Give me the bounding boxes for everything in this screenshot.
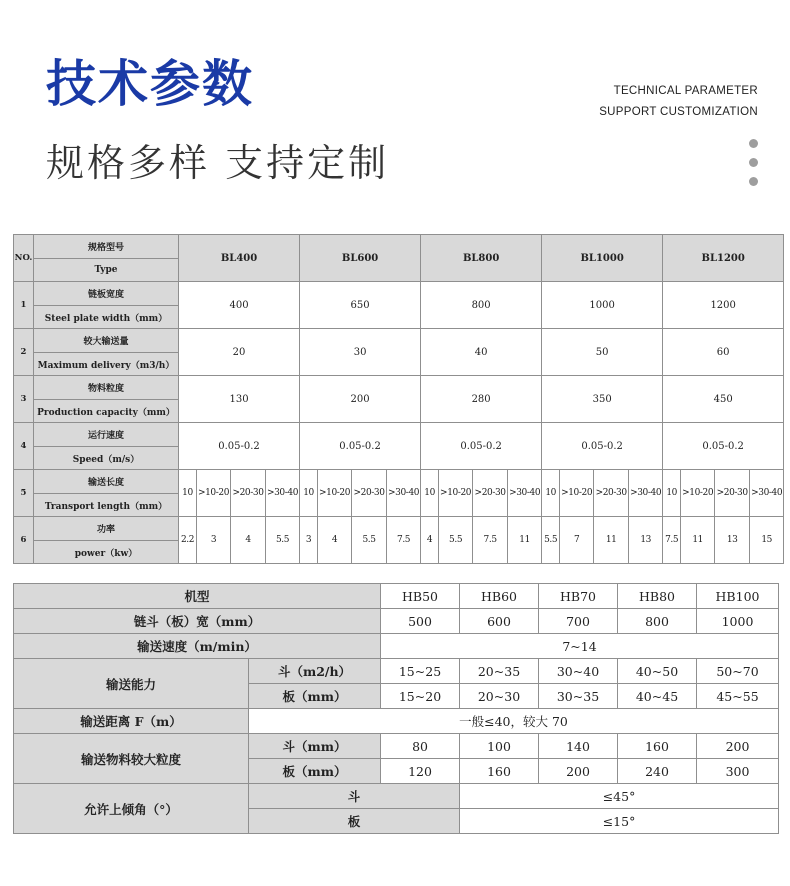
sub-value: 10 (542, 470, 560, 517)
width-value: 800 (618, 609, 697, 634)
param-value: 400 (179, 282, 300, 329)
angle-bucket-value: ≤45° (460, 784, 779, 809)
sub-value: 10 (179, 470, 197, 517)
capacity-bucket-label: 斗（m2/h） (249, 659, 381, 684)
english-title-line-1: TECHNICAL PARAMETER (613, 85, 758, 97)
sub-value: >20-30 (473, 470, 508, 517)
page-title: 技术参数 (46, 55, 254, 113)
sub-value: 11 (594, 517, 629, 564)
sub-value: >10-20 (318, 470, 352, 517)
sub-value: 5.5 (542, 517, 560, 564)
sub-value: 7 (560, 517, 594, 564)
row-number: 1 (14, 282, 34, 329)
param-value: 1000 (542, 282, 663, 329)
model-header: BL1200 (663, 235, 784, 282)
sub-value: >20-30 (715, 470, 750, 517)
param-value: 280 (421, 376, 542, 423)
page-subtitle: 规格多样 支持定制 (46, 141, 390, 185)
type-cn-header: 规格型号 (34, 235, 179, 259)
capacity-bucket-value: 15~25 (381, 659, 460, 684)
param-label-cn: 物料粒度 (34, 376, 179, 400)
sub-value: 4 (421, 517, 439, 564)
type-en-header: Type (34, 259, 179, 282)
param-label-en: power（kw） (34, 541, 179, 564)
param-label-cn: 运行速度 (34, 423, 179, 447)
angle-plate-value: ≤15° (460, 809, 779, 834)
granularity-plate-value: 200 (539, 759, 618, 784)
row-number: 5 (14, 470, 34, 517)
capacity-label: 输送能力 (14, 659, 249, 709)
bl-spec-table (13, 234, 784, 564)
sub-value: 7.5 (663, 517, 681, 564)
sub-value: >10-20 (560, 470, 594, 517)
sub-value: 4 (318, 517, 352, 564)
granularity-bucket-value: 200 (697, 734, 779, 759)
sub-value: >30-40 (266, 470, 300, 517)
param-label-en: Transport length（mm） (34, 494, 179, 517)
dot-icon (749, 139, 758, 148)
sub-value: 11 (508, 517, 542, 564)
param-label-cn: 较大输送量 (34, 329, 179, 353)
width-value: 1000 (697, 609, 779, 634)
granularity-label: 输送物料较大粒度 (14, 734, 249, 784)
param-value: 20 (179, 329, 300, 376)
param-value: 30 (300, 329, 421, 376)
granularity-bucket-value: 160 (618, 734, 697, 759)
param-value: 650 (300, 282, 421, 329)
sub-value: >30-40 (387, 470, 421, 517)
sub-value: 7.5 (387, 517, 421, 564)
sub-value: 5.5 (266, 517, 300, 564)
angle-plate-label: 板 (249, 809, 460, 834)
sub-value: 4 (231, 517, 266, 564)
sub-value: 5.5 (352, 517, 387, 564)
sub-value: >30-40 (750, 470, 784, 517)
param-value: 0.05-0.2 (542, 423, 663, 470)
row-number: 2 (14, 329, 34, 376)
sub-value: 3 (197, 517, 231, 564)
width-value: 700 (539, 609, 618, 634)
english-title-line-2: SUPPORT CUSTOMIZATION (599, 106, 758, 118)
sub-value: 10 (300, 470, 318, 517)
capacity-bucket-value: 50~70 (697, 659, 779, 684)
dot-icon (749, 158, 758, 167)
param-value: 1200 (663, 282, 784, 329)
param-value: 40 (421, 329, 542, 376)
sub-value: >30-40 (508, 470, 542, 517)
capacity-plate-value: 45~55 (697, 684, 779, 709)
param-value: 50 (542, 329, 663, 376)
granularity-plate-value: 160 (460, 759, 539, 784)
model-label: 机型 (14, 584, 381, 609)
granularity-bucket-label: 斗（mm） (249, 734, 381, 759)
sub-value: >20-30 (594, 470, 629, 517)
granularity-plate-label: 板（mm） (249, 759, 381, 784)
sub-value: >10-20 (439, 470, 473, 517)
capacity-plate-value: 15~20 (381, 684, 460, 709)
row-number: 6 (14, 517, 34, 564)
capacity-bucket-value: 40~50 (618, 659, 697, 684)
param-value: 0.05-0.2 (300, 423, 421, 470)
sub-value: 15 (750, 517, 784, 564)
param-value: 0.05-0.2 (179, 423, 300, 470)
param-label-en: Maximum delivery（m3/h） (34, 353, 179, 376)
sub-value: 2.2 (179, 517, 197, 564)
param-label-cn: 输送长度 (34, 470, 179, 494)
capacity-plate-value: 20~30 (460, 684, 539, 709)
width-value: 600 (460, 609, 539, 634)
model-header: BL400 (179, 235, 300, 282)
model-name: HB50 (381, 584, 460, 609)
granularity-plate-value: 240 (618, 759, 697, 784)
sub-value: 3 (300, 517, 318, 564)
capacity-plate-value: 30~35 (539, 684, 618, 709)
param-value: 350 (542, 376, 663, 423)
granularity-bucket-value: 100 (460, 734, 539, 759)
distance-value: 一般≤40，较大 70 (249, 709, 779, 734)
param-value: 130 (179, 376, 300, 423)
sub-value: 10 (663, 470, 681, 517)
capacity-plate-value: 40~45 (618, 684, 697, 709)
model-header: BL600 (300, 235, 421, 282)
sub-value: 5.5 (439, 517, 473, 564)
capacity-plate-label: 板（mm） (249, 684, 381, 709)
granularity-plate-value: 120 (381, 759, 460, 784)
speed-label: 输送速度（m/min） (14, 634, 381, 659)
angle-bucket-label: 斗 (249, 784, 460, 809)
sub-value: 7.5 (473, 517, 508, 564)
param-value: 0.05-0.2 (421, 423, 542, 470)
sub-value: 13 (629, 517, 663, 564)
angle-label: 允许上倾角（°） (14, 784, 249, 834)
sub-value: 13 (715, 517, 750, 564)
param-label-en: Steel plate width（mm） (34, 306, 179, 329)
row-number: 4 (14, 423, 34, 470)
vertical-dots-icon (749, 139, 761, 196)
no-header: NO. (14, 235, 34, 282)
speed-value: 7~14 (381, 634, 779, 659)
capacity-bucket-value: 20~35 (460, 659, 539, 684)
sub-value: >10-20 (681, 470, 715, 517)
sub-value: >20-30 (352, 470, 387, 517)
model-name: HB60 (460, 584, 539, 609)
capacity-bucket-value: 30~40 (539, 659, 618, 684)
row-number: 3 (14, 376, 34, 423)
distance-label: 输送距离 F（m） (14, 709, 249, 734)
hb-spec-table (13, 583, 779, 834)
model-name: HB100 (697, 584, 779, 609)
model-header: BL1000 (542, 235, 663, 282)
param-value: 800 (421, 282, 542, 329)
param-value: 450 (663, 376, 784, 423)
sub-value: >10-20 (197, 470, 231, 517)
param-label-cn: 功率 (34, 517, 179, 541)
dot-icon (749, 177, 758, 186)
width-value: 500 (381, 609, 460, 634)
param-label-cn: 链板宽度 (34, 282, 179, 306)
granularity-plate-value: 300 (697, 759, 779, 784)
granularity-bucket-value: 80 (381, 734, 460, 759)
param-label-en: Production capacity（mm） (34, 400, 179, 423)
sub-value: >30-40 (629, 470, 663, 517)
param-label-en: Speed（m/s） (34, 447, 179, 470)
granularity-bucket-value: 140 (539, 734, 618, 759)
width-label: 链斗（板）宽（mm） (14, 609, 381, 634)
model-header: BL800 (421, 235, 542, 282)
param-value: 0.05-0.2 (663, 423, 784, 470)
param-value: 200 (300, 376, 421, 423)
sub-value: 11 (681, 517, 715, 564)
sub-value: >20-30 (231, 470, 266, 517)
param-value: 60 (663, 329, 784, 376)
sub-value: 10 (421, 470, 439, 517)
model-name: HB70 (539, 584, 618, 609)
model-name: HB80 (618, 584, 697, 609)
